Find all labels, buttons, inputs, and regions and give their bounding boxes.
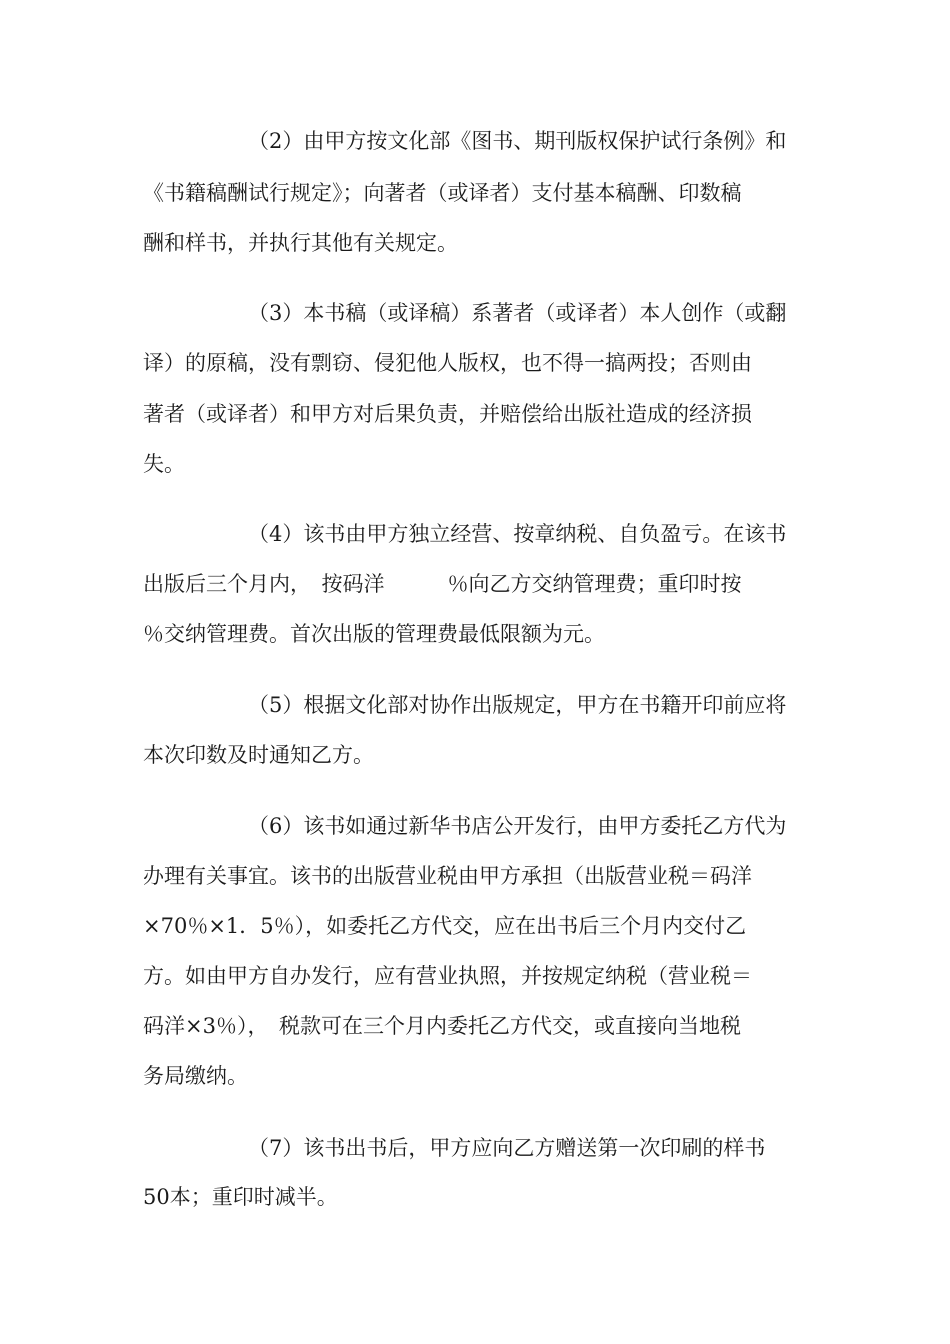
- clause-2-line-1: （2）由甲方按文化部《图书、期刊版权保护试行条例》和: [248, 129, 787, 153]
- clause-2-line-3: 酬和样书，并执行其他有关规定。: [143, 231, 458, 255]
- clause-7-line-2: 50本；重印时减半。: [143, 1185, 338, 1209]
- clause-2-line-2: 《书籍稿酬试行规定》；向著者（或译者）支付基本稿酬、印数稿: [143, 181, 742, 205]
- clause-6-line-2: 办理有关事宜。该书的出版营业税由甲方承担（出版营业税＝码洋: [143, 864, 752, 888]
- clause-3-line-2: 译）的原稿，没有剽窃、侵犯他人版权，也不得一搞两投；否则由: [143, 351, 752, 375]
- clause-6-line-4: 方。如由甲方自办发行，应有营业执照，并按规定纳税（营业税＝: [143, 964, 752, 988]
- clause-6-line-3: ×70％×1．5％），如委托乙方代交，应在出书后三个月内交付乙: [143, 914, 747, 938]
- clause-5-line-1: （5）根据文化部对协作出版规定，甲方在书籍开印前应将: [248, 693, 787, 717]
- clause-6-line-1: （6）该书如通过新华书店公开发行，由甲方委托乙方代为: [248, 814, 787, 838]
- clause-6-line-5: 码洋×3％）， 税款可在三个月内委托乙方代交，或直接向当地税: [143, 1014, 741, 1038]
- clause-5-line-2: 本次印数及时通知乙方。: [143, 743, 374, 767]
- clause-3-line-1: （3）本书稿（或译稿）系著者（或译者）本人创作（或翻: [248, 301, 787, 325]
- clause-3-line-4: 失。: [143, 452, 185, 476]
- clause-7-line-1: （7）该书出书后，甲方应向乙方赠送第一次印刷的样书: [248, 1136, 766, 1160]
- clause-4-line-1: （4）该书由甲方独立经营、按章纳税、自负盈亏。在该书: [248, 522, 787, 546]
- clause-4-line-3: ％交纳管理费。首次出版的管理费最低限额为元。: [143, 622, 605, 646]
- clause-4-line-2: 出版后三个月内， 按码洋 ％向乙方交纳管理费；重印时按: [143, 572, 742, 596]
- clause-6-line-6: 务局缴纳。: [143, 1064, 248, 1088]
- clause-3-line-3: 著者（或译者）和甲方对后果负责，并赔偿给出版社造成的经济损: [143, 402, 752, 426]
